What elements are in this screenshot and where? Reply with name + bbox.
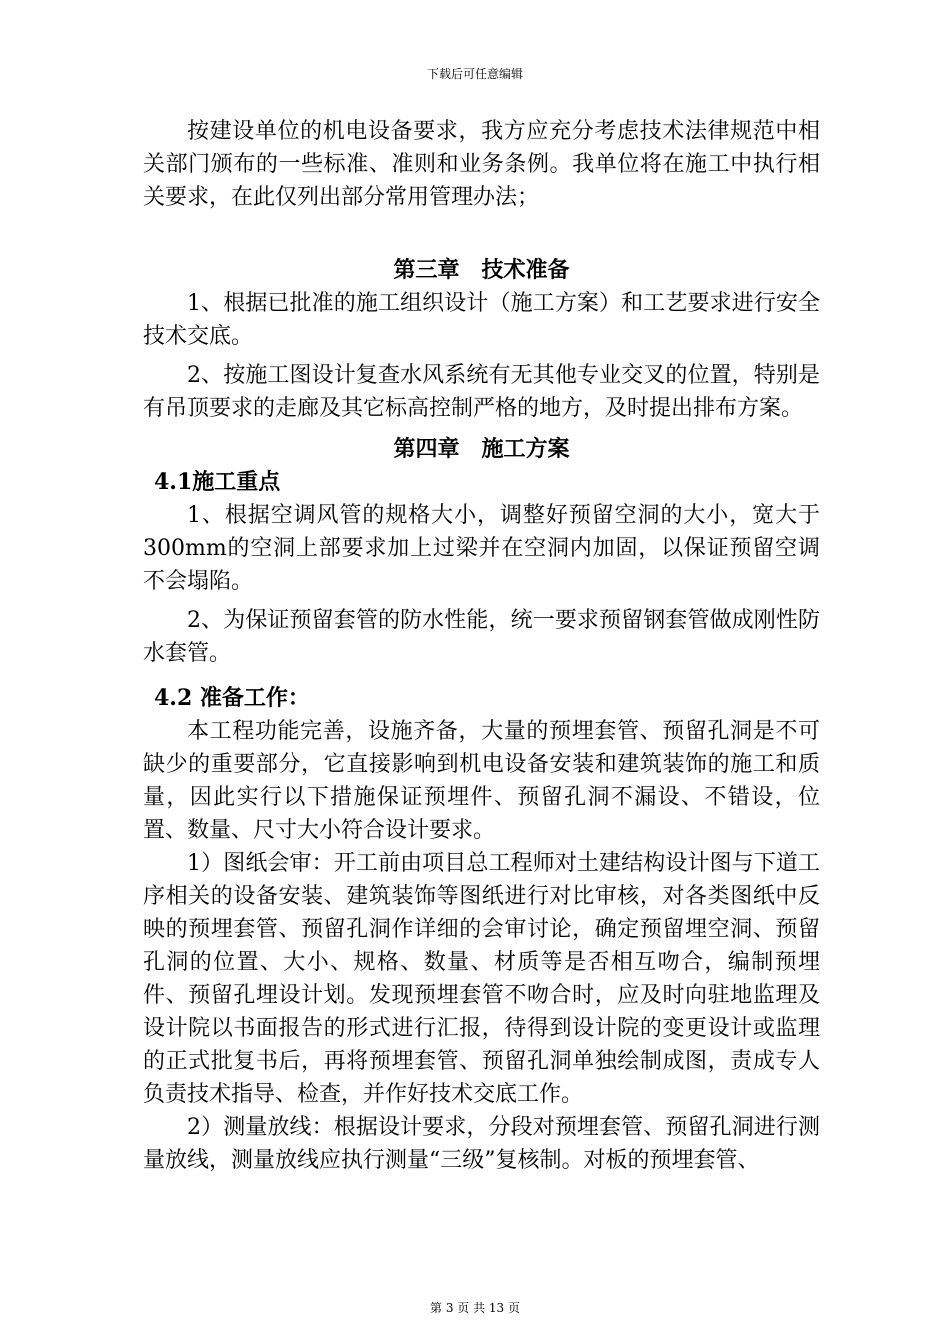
paragraph-4-1-item-1: 1、根据空调风管的规格大小，调整好预留空洞的大小，宽大于300mm的空洞上部要求加上过梁并在空洞内加固，以保证预留空调不会塌陷。 xyxy=(143,503,820,594)
paragraph-4-2-intro: 本工程功能完善，设施齐备，大量的预埋套管、预留孔洞是不可缺少的重要部分，它直接影响到机电设备安装和建筑装饰的施工和质量，因此实行以下措施保证预埋件、预留孔洞不漏设、不错设，位置、数量、尺寸大小符合设计要求。 xyxy=(143,719,820,843)
paragraph-survey-layout: 2）测量放线：根据设计要求，分段对预埋套管、预留孔洞进行测量放线，测量放线应执行测量“三级”复核制。对板的预埋套管、 xyxy=(143,1115,820,1173)
page-header: 下载后可任意编辑 xyxy=(426,67,523,81)
page-footer: 第 3 页 共 13 页 xyxy=(430,1301,520,1315)
document-body xyxy=(143,115,820,1177)
paragraph-intro: 按建设单位的机电设备要求，我方应充分考虑技术法律规范中相关部门颁布的一些标准、准则和业务条例。我单位将在施工中执行相关要求，在此仅列出部分常用管理办法； xyxy=(143,119,820,210)
chapter-3-title: 第三章 技术准备 xyxy=(393,257,570,283)
paragraph-4-1-item-2: 2、为保证预留套管的防水性能，统一要求预留钢套管做成刚性防水套管。 xyxy=(143,608,820,666)
paragraph-ch3-item-2: 2、按施工图设计复查水风系统有无其他专业交叉的位置，特别是有吊顶要求的走廊及其它标高控制严格的地方，及时提出排布方案。 xyxy=(143,363,820,421)
paragraph-ch3-item-1: 1、根据已批准的施工组织设计（施工方案）和工艺要求进行安全技术交底。 xyxy=(143,291,820,349)
section-4-2-title: 4.2 准备工作： xyxy=(154,685,310,711)
chapter-4-title: 第四章 施工方案 xyxy=(393,436,570,462)
section-4-1-title: 4.1施工重点 xyxy=(154,469,281,495)
paragraph-drawing-review: 1）图纸会审：开工前由项目总工程师对土建结构设计图与下道工序相关的设备安装、建筑装饰等图纸进行对比审核，对各类图纸中反映的预埋套管、预留孔洞作详细的会审讨论，确定预留埋空洞、预留孔洞的位置、大小、规格、数量、材质等是否相互吻合，编制预埋件、预留孔埋设计划。发现预埋套管不吻合时，应及时向驻地监理及设计院以书面报告的形式进行汇报，待得到设计院的变更设计或监理的正式批复书后，再将预埋套管、预留孔洞单独绘制成图，责成专人负责技术指导、检查，并作好技术交底工作。 xyxy=(143,851,820,1107)
